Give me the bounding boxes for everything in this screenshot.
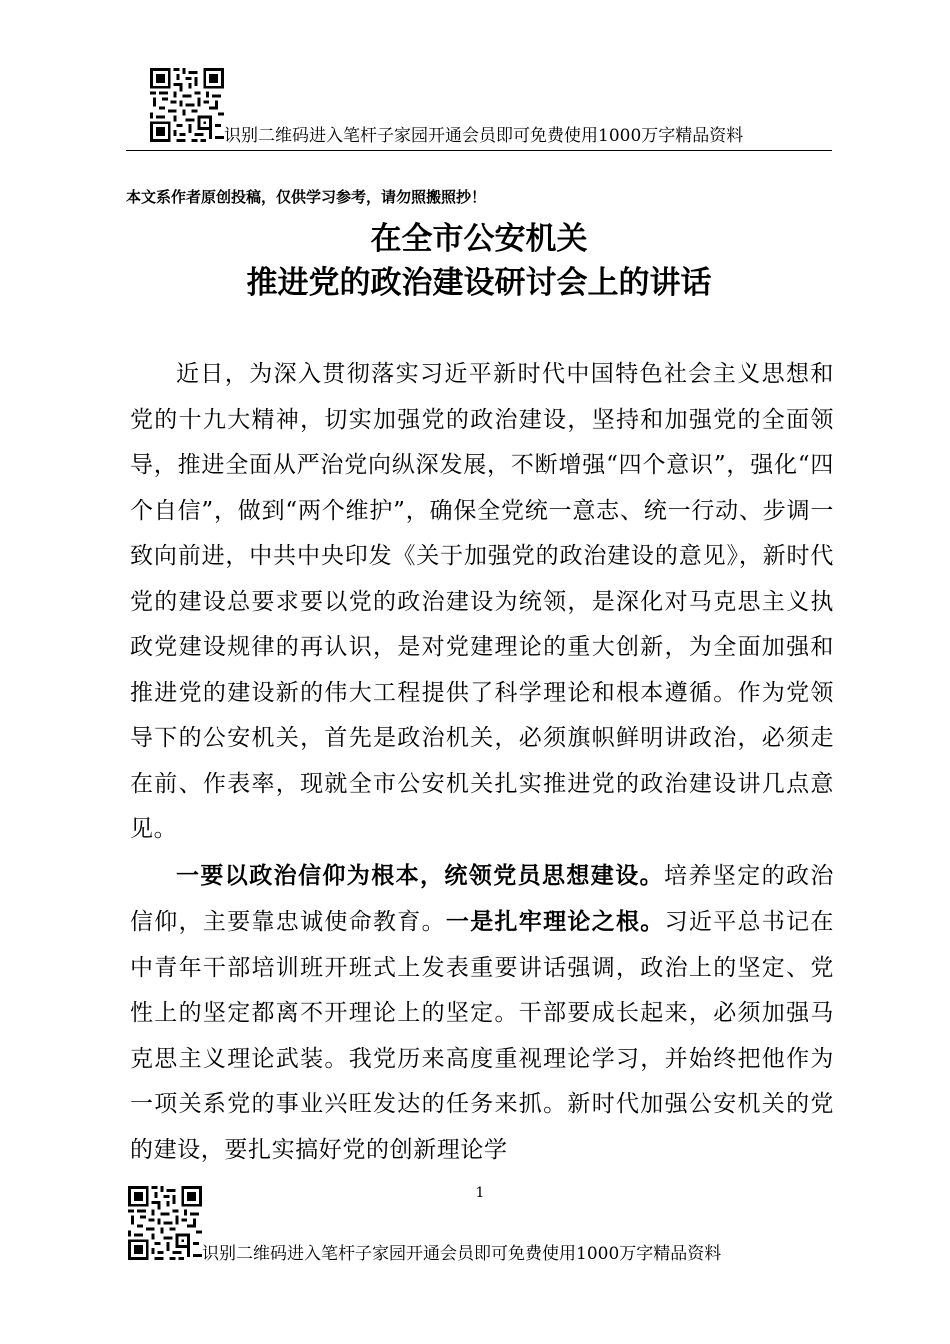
copyright-notice: 本文系作者原创投稿，仅供学习参考，请勿照搬照抄！: [126, 188, 487, 206]
document-body: [130, 352, 834, 1173]
page-number: 1: [475, 1185, 485, 1201]
document-title-line-2: 推进党的政治建设研讨会上的讲话: [246, 265, 712, 301]
document-title-line-1: 在全市公安机关: [370, 221, 588, 257]
subsection-heading: 一是扎牢理论之根。: [445, 908, 665, 935]
header-divider: [126, 150, 832, 151]
section-heading: 一要以政治信仰为根本，统领党员思想建设。: [176, 861, 664, 889]
qr-code-icon: [128, 1186, 202, 1260]
footer-banner-text: 识别二维码进入笔杆子家园开通会员即可免费使用1000万字精品资料: [202, 1244, 722, 1264]
paragraph-section-1: [130, 853, 834, 1174]
paragraph-intro: 近日，为深入贯彻落实习近平新时代中国特色社会主义思想和党的十九大精神，切实加强党的政治建设，坚持和加强党的全面领导，推进全面从严治党向纵深发展，不断增强“四个意识”，强化“四个自信”，做到“两个维护”，确保全党统一意志、统一行动、步调一致向前进，中共中央印发《关于加强党的政治建设的意见》，新时代党的建设总要求要以党的政治建设为统领，是深化对马克思主义执政党建设规律的再认识，是对党建理论的重大创新，为全面加强和推进党的建设新的伟大工程提供了科学理论和根本遵循。作为党领导下的公安机关，首先是政治机关，必须旗帜鲜明讲政治，必须走在前、作表率，现就全市公安机关扎实推进党的政治建设讲几点意见。: [130, 361, 834, 842]
paragraph-text: 习近平总书记在中青年干部培训班开班式上发表重要讲话强调，政治上的坚定、党性上的坚定都离不开理论上的坚定。干部要成长起来，必须加强马克思主义理论武装。我党历来高度重视理论学习，并始终把他作为一项关系党的事业兴旺发达的任务来抓。新时代加强公安机关的党的建设，要扎实搞好党的创新理论学: [130, 909, 834, 1163]
header-qr-code-icon: [150, 68, 224, 142]
footer-qr-code-icon: [128, 1186, 202, 1260]
header-banner-text: 识别二维码进入笔杆子家园开通会员即可免费使用1000万字精品资料: [224, 126, 744, 146]
paragraph-text: 培养坚定的政治信仰，主要靠忠诚使命教育。: [130, 862, 834, 935]
qr-code-icon: [150, 68, 224, 142]
